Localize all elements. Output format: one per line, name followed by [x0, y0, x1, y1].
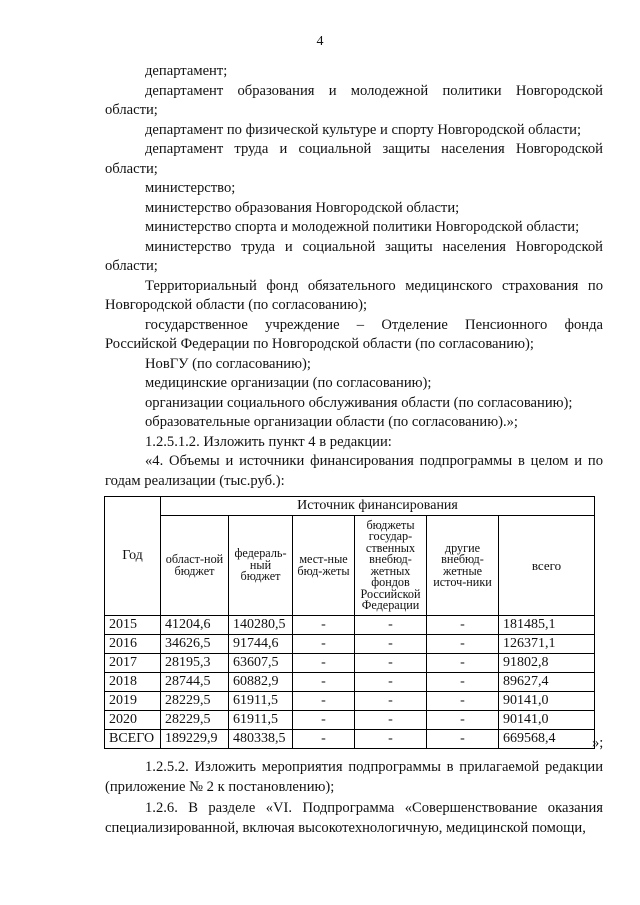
- col-federal: федераль-ный бюджет: [229, 516, 293, 616]
- cell-other: -: [427, 673, 499, 692]
- cell-federal: 63607,5: [229, 654, 293, 673]
- cell-other: -: [427, 654, 499, 673]
- cell-other: -: [427, 616, 499, 635]
- col-local: мест-ные бюд-жеты: [293, 516, 355, 616]
- col-total: всего: [499, 516, 595, 616]
- list-item: департамент образования и молодежной политики Новгородской области;: [105, 82, 603, 118]
- cell-other: -: [427, 635, 499, 654]
- cell-federal: 91744,6: [229, 635, 293, 654]
- cell-year: 2018: [105, 673, 161, 692]
- cell-local: -: [293, 692, 355, 711]
- list-item: департамент труда и социальной защиты населения Новгородской области;: [105, 141, 603, 177]
- cell-total: 669568,4: [499, 730, 595, 749]
- cell-federal: 61911,5: [229, 711, 293, 730]
- cell-state-funds: -: [355, 673, 427, 692]
- table-row: [105, 692, 595, 711]
- cell-total: 181485,1: [499, 616, 595, 635]
- cell-federal: 140280,5: [229, 616, 293, 635]
- cell-other: -: [427, 711, 499, 730]
- list-item: Территориальный фонд обязательного медицинского страхования по Новгородской области (по согласованию);: [105, 277, 603, 313]
- cell-regional: 28229,5: [161, 711, 229, 730]
- cell-federal: 61911,5: [229, 692, 293, 711]
- financing-table: [104, 496, 595, 749]
- list-item: организации социального обслуживания области (по согласованию);: [145, 394, 573, 411]
- col-other: другие внебюд-жетные источ-ники: [427, 516, 499, 616]
- cell-regional: 28195,3: [161, 654, 229, 673]
- cell-year: 2017: [105, 654, 161, 673]
- cell-total: 90141,0: [499, 711, 595, 730]
- clause-1-2-6: 1.2.6. В разделе «VI. Подпрограмма «Совершенствование оказания специализированной, включая высокотехнологичную, медицинской помощи,: [105, 800, 603, 836]
- table-row: [105, 730, 595, 749]
- cell-regional: 28744,5: [161, 673, 229, 692]
- table-row: [105, 616, 595, 635]
- cell-state-funds: -: [355, 635, 427, 654]
- cell-total: 91802,8: [499, 654, 595, 673]
- cell-state-funds: -: [355, 730, 427, 749]
- list-item: министерство труда и социальной защиты населения Новгородской области;: [105, 238, 603, 274]
- cell-state-funds: -: [355, 711, 427, 730]
- table-row: [105, 711, 595, 730]
- cell-year: 2019: [105, 692, 161, 711]
- cell-state-funds: -: [355, 654, 427, 673]
- after-table-block: [105, 758, 603, 838]
- cell-federal: 480338,5: [229, 730, 293, 749]
- cell-local: -: [293, 673, 355, 692]
- cell-other: -: [427, 730, 499, 749]
- clause-1-2-5-1-2: 1.2.5.1.2. Изложить пункт 4 в редакции:: [145, 433, 392, 450]
- cell-local: -: [293, 654, 355, 673]
- list-item: департамент;: [145, 63, 228, 79]
- list-item: образовательные организации области (по согласованию).»;: [145, 414, 518, 430]
- source-header: Источник финансирования: [161, 497, 595, 516]
- cell-year: ВСЕГО: [105, 730, 161, 749]
- list-block: [105, 62, 603, 491]
- year-header: Год: [105, 497, 161, 616]
- closing-mark: »;: [592, 735, 604, 751]
- list-item: департамент по физической культуре и спорту Новгородской области;: [145, 121, 582, 138]
- clause-1-2-5-2: 1.2.5.2. Изложить мероприятия подпрограммы в прилагаемой редакции (приложение № 2 к постановлению);: [105, 759, 603, 795]
- table-row: [105, 673, 595, 692]
- cell-other: -: [427, 692, 499, 711]
- table-row: [105, 635, 595, 654]
- clause-4-intro: «4. Объемы и источники финансирования подпрограммы в целом и по годам реализации (тыс.руб.):: [105, 453, 603, 489]
- col-state-funds: бюджеты государ-ственных внебюд-жетных фондов Российской Федерации: [355, 516, 427, 616]
- cell-total: 126371,1: [499, 635, 595, 654]
- table-row: [105, 654, 595, 673]
- cell-year: 2015: [105, 616, 161, 635]
- cell-federal: 60882,9: [229, 673, 293, 692]
- cell-state-funds: -: [355, 616, 427, 635]
- cell-regional: 28229,5: [161, 692, 229, 711]
- cell-regional: 34626,5: [161, 635, 229, 654]
- cell-regional: 41204,6: [161, 616, 229, 635]
- cell-local: -: [293, 711, 355, 730]
- list-item: министерство спорта и молодежной политики Новгородской области;: [145, 219, 580, 235]
- cell-regional: 189229,9: [161, 730, 229, 749]
- list-item: НовГУ (по согласованию);: [145, 355, 311, 372]
- cell-year: 2016: [105, 635, 161, 654]
- cell-total: 90141,0: [499, 692, 595, 711]
- cell-year: 2020: [105, 711, 161, 730]
- cell-local: -: [293, 730, 355, 749]
- cell-local: -: [293, 616, 355, 635]
- list-item: министерство образования Новгородской области;: [145, 199, 460, 216]
- cell-state-funds: -: [355, 692, 427, 711]
- list-item: медицинские организации (по согласованию);: [145, 375, 432, 391]
- cell-local: -: [293, 635, 355, 654]
- cell-total: 89627,4: [499, 673, 595, 692]
- list-item: государственное учреждение – Отделение Пенсионного фонда Российской Федерации по Новгородской области (по согласованию);: [105, 316, 603, 352]
- page-number: 4: [316, 34, 324, 49]
- col-regional: област-ной бюджет: [161, 516, 229, 616]
- list-item: министерство;: [145, 180, 236, 196]
